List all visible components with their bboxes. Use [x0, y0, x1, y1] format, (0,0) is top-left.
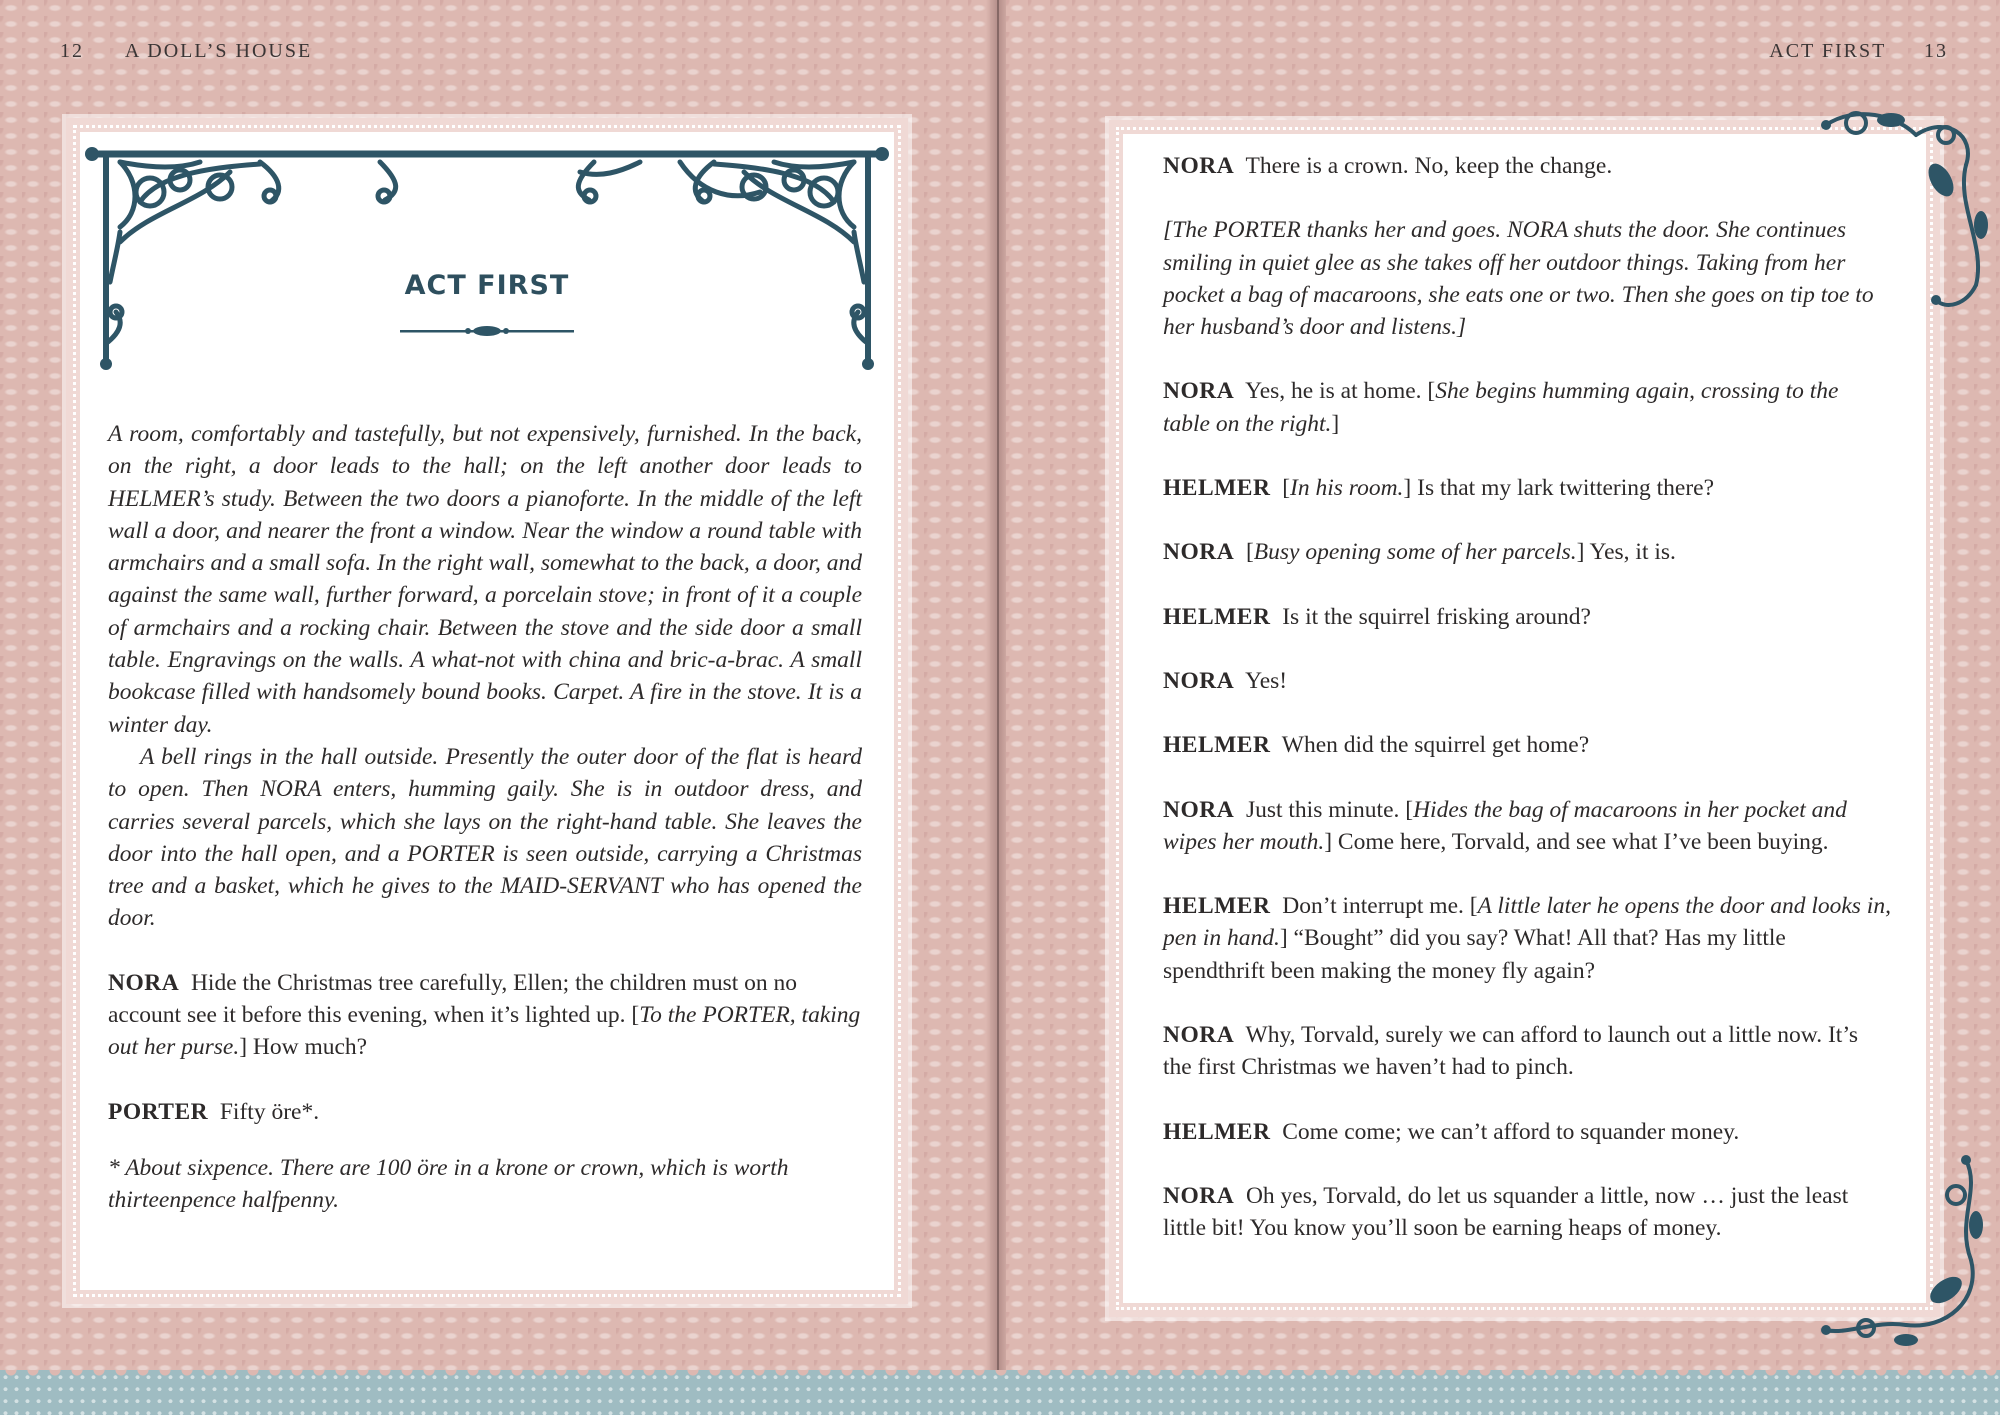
dialogue-text: Come come; we can’t afford to squander money.: [1282, 1118, 1740, 1145]
dialogue-text: There is a crown. No, keep the change.: [1245, 153, 1613, 179]
act-title: ACT FIRST: [404, 270, 570, 301]
dialogue-line: [1163, 890, 1891, 987]
left-page-number: 12: [60, 40, 84, 62]
right-act-title: ACT FIRST: [1769, 40, 1886, 62]
dialogue-line: [1163, 150, 1891, 182]
wrought-iron-frame-ornament: [80, 132, 894, 372]
dialogue-line: [1163, 375, 1891, 440]
dialogue-text: Why, Torvald, surely we can afford to launch out a little now. It’s the first Christmas we haven’t had to pinch.: [1163, 1022, 1858, 1081]
speaker-name: HELMER: [1163, 475, 1271, 502]
left-book-title: A DOLL’S HOUSE: [124, 40, 313, 62]
dialogue-text: ] “Bought” did you say? What! All that? Has my little spendthrift been making the money fly again?: [1163, 925, 1786, 984]
speaker-name: NORA: [1163, 153, 1235, 179]
dialogue-text: Is it the squirrel frisking around?: [1282, 603, 1591, 630]
speaker-name: NORA: [1163, 1182, 1235, 1209]
bottom-right-vine-ornament: [1806, 1150, 1996, 1365]
dialogue-text: Don’t interrupt me. [: [1282, 893, 1478, 920]
dialogue-text: [: [1282, 475, 1291, 502]
speaker-name: HELMER: [1163, 732, 1271, 759]
dialogue-text: [: [1245, 539, 1254, 566]
footnote: * About sixpence. There are 100 öre in a krone or crown, which is worth thirteenpence halfpenny.: [108, 1154, 789, 1214]
left-page: [0, 0, 990, 1370]
dialogue-line: [108, 1096, 862, 1128]
stage-direction-setting: A room, comfortably and tastefully, but not expensively, furnished. In the back, on the right, a door leads to the hall; on the left another door leads to HELMER’s study. Between the two doors a pianoforte. In the middle of the left wall a door, and nearer the front a window. Near the window a round table with armchairs and a small sofa. In the right wall, somewhat to the back, a door, and against the same wall, further forward, a porcelain stove; in front of it a couple of armchairs and a rocking chair. Between the stove and the side door a small table. Engravings on the walls. A what-not with china and bric-a-brac. A small bookcase filled with handsomely bound books. Carpet. A fire in the stove. It is a winter day.: [108, 421, 862, 738]
dialogue-text: Yes!: [1245, 667, 1288, 694]
inline-direction: To the PORTER, taking out her purse.: [108, 1002, 861, 1061]
dialogue-line: [108, 967, 862, 1064]
dialogue-line: [1163, 536, 1891, 568]
dialogue-text: ] Yes, it is.: [1576, 539, 1676, 566]
dialogue-line: [1163, 472, 1891, 504]
dialogue-line: [1163, 665, 1891, 697]
dialogue-text: ] Is that my lark twittering there?: [1403, 475, 1715, 502]
dialogue-line: [1163, 729, 1891, 761]
right-page-number: 13: [1924, 40, 1948, 62]
dialogue-text: When did the squirrel get home?: [1281, 732, 1590, 759]
speaker-name: HELMER: [1163, 893, 1271, 920]
speaker-name: NORA: [1163, 667, 1235, 694]
stage-direction-entrance: A bell rings in the hall outside. Presently the outer door of the flat is heard to open. Then NORA enters, humming gaily. She is in outdoor dress, and carries several parcels, which she lays on the right-hand table. She leaves the door into the hall open, and a PORTER is seen outside, carrying a Christmas tree and a basket, which he gives to the MAID-SERVANT who has opened the door.: [108, 743, 862, 932]
dialogue-text: ]: [1331, 410, 1340, 437]
speaker-name: NORA: [1163, 539, 1235, 566]
dialogue-text: ] How much?: [239, 1034, 368, 1061]
left-running-head: [60, 40, 312, 63]
dialogue-text: Fifty öre*.: [219, 1098, 320, 1125]
speaker-name: NORA: [1163, 378, 1235, 405]
inline-direction: Busy opening some of her parcels.: [1253, 539, 1577, 566]
dialogue-text: Oh yes, Torvald, do let us squander a little, now … just the least little bit! You know you’ll soon be earning heaps of money.: [1163, 1182, 1849, 1242]
speaker-name: NORA: [1163, 796, 1235, 823]
dialogue-line: [1163, 794, 1891, 859]
dialogue-text: ] Come here, Torvald, and see what I’ve been buying.: [1324, 828, 1829, 855]
stage-direction: [The PORTER thanks her and goes. NORA shuts the door. She continues smiling in quiet glee as she takes off her outdoor things. Taking from her pocket a bag of macaroons, she eats one or two. Then she goes on tip toe to her husband’s door and listens.]: [1163, 217, 1874, 341]
speaker-name: NORA: [108, 969, 180, 996]
dialogue-line: [1163, 1019, 1891, 1084]
inline-direction: She begins humming again, crossing to the table on the right.: [1163, 378, 1839, 437]
right-page: [1006, 0, 2000, 1370]
dialogue-text: Hide the Christmas tree carefully, Ellen; the children must on no account see it before this evening, when it’s lighted up. [: [108, 969, 797, 1029]
dialogue-text: Yes, he is at home. [: [1245, 378, 1436, 405]
bottom-lace-trim: [0, 1370, 2000, 1415]
dialogue-line: [1163, 1180, 1891, 1245]
dialogue-text: Just this minute. [: [1245, 796, 1414, 823]
speaker-name: HELMER: [1163, 603, 1271, 630]
left-body-text: [108, 418, 862, 1249]
left-text-panel: [66, 118, 908, 1304]
inline-direction: A little later he opens the door and looks in, pen in hand.: [1163, 893, 1891, 952]
right-running-head: [1769, 40, 1948, 63]
speaker-name: PORTER: [108, 1098, 209, 1125]
dialogue-line: [1163, 1116, 1891, 1148]
dialogue-line: [1163, 601, 1891, 633]
speaker-name: HELMER: [1163, 1118, 1271, 1145]
inline-direction: In his room.: [1290, 475, 1404, 502]
right-body-text: [1163, 150, 1891, 1277]
top-right-vine-ornament: [1816, 95, 1996, 325]
inline-direction: Hides the bag of macaroons in her pocket and wipes her mouth.: [1163, 796, 1847, 855]
speaker-name: NORA: [1163, 1022, 1235, 1049]
